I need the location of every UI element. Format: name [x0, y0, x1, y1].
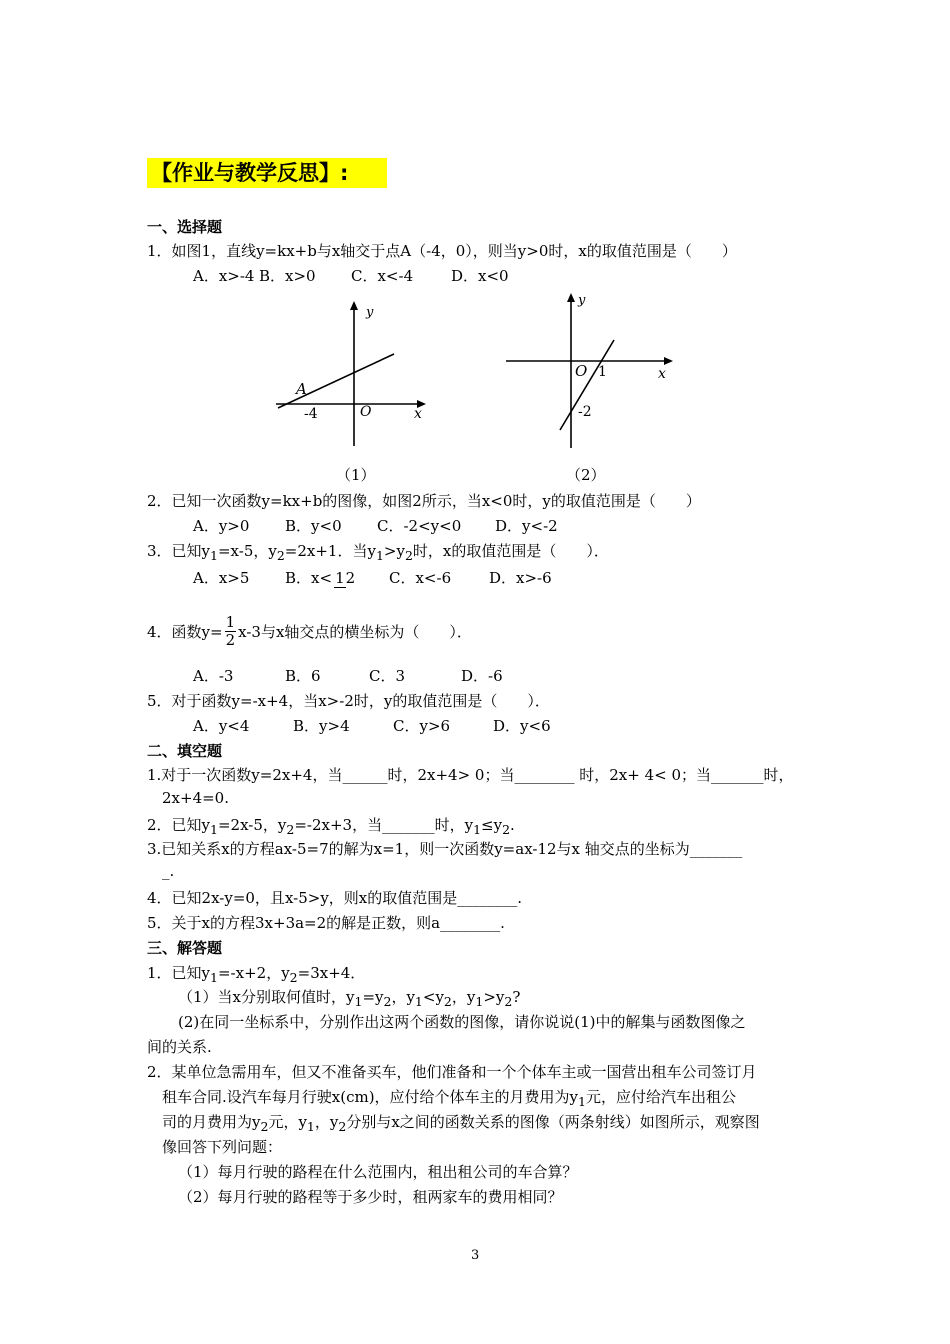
figure-1-x-label: x [414, 406, 422, 422]
fill-1-line-2: 2x+4=0. [162, 789, 229, 807]
q3-option-c: C．x<-6 [389, 569, 452, 587]
q2-option-b: B．y<0 [285, 517, 342, 535]
q1-option-b: B．x>0 [259, 267, 316, 285]
q4-option-d: D．-6 [461, 667, 503, 685]
answer-2-sub-1: （1）每月行驶的路程在什么范围内，租出租公司的车合算？ [178, 1163, 578, 1181]
q2-option-a: A．y>0 [193, 517, 250, 535]
q4-text: 4．函数y= $\frac{1}{2}$ x-3与x轴交点的横坐标为（ ）． [147, 613, 472, 649]
figure-1-caption: （1） [336, 466, 376, 484]
q5-option-d: D．y<6 [493, 717, 551, 735]
answer-2-sub-2: （2）每月行驶的路程等于多少时，租两家车的费用相同？ [178, 1188, 563, 1206]
q4-options [193, 665, 503, 686]
answer-2-line-4: 像回答下列问题： [162, 1138, 283, 1156]
fill-3-line-1: 3.已知关系x的方程ax-5=7的解为x=1，则一次函数y=ax-12与x 轴交点的坐标为_______ [147, 840, 743, 858]
figure-2-x-label: x [658, 366, 666, 382]
q2-options [193, 515, 558, 536]
fill-3-line-2: _. [162, 862, 175, 880]
q3-fraction-numerator: 1 [335, 569, 345, 587]
q4-option-a: A．-3 [193, 667, 234, 685]
answer-2-line-2: 租车合同.设汽车每月行驶x(cm)，应付给个体车主的月费用为$y_1$元，应付给汽车出租公 [162, 1088, 737, 1109]
figure-2-x-tick-label: 1 [598, 364, 607, 380]
figure-2-y-tick-label: -2 [578, 404, 592, 420]
figure-1-graph [268, 296, 434, 448]
section-answer-title: 三、解答题 [147, 939, 223, 957]
q5-option-c: C．y>6 [393, 717, 451, 735]
answer-1-sub-1: （1）当x分别取何值时，$y_1=y_2$，$y_1<y_2$，$y_1>y_2$? [178, 988, 521, 1009]
q3-option-a: A．x>5 [193, 569, 250, 587]
q1-option-c: C．x<-4 [351, 267, 414, 285]
q3-options [193, 567, 552, 607]
section-fill-title: 二、填空题 [147, 742, 223, 760]
page-number: 3 [471, 1248, 480, 1263]
answer-2-line-1: 2．某单位急需用车，但又不准备买车，他们准备和一个个体车主或一国营出租车公司签订月 [147, 1063, 757, 1081]
q4-option-c: C．3 [369, 667, 406, 685]
q5-options [193, 715, 551, 736]
section-choice-title: 一、选择题 [147, 218, 223, 236]
q2-option-d: D．y<-2 [495, 517, 558, 535]
figure-2-graph [500, 288, 680, 454]
figure-2-caption: （2） [566, 466, 606, 484]
figure-1-tick-label: -4 [304, 406, 318, 422]
q1-options [193, 265, 509, 286]
figure-1-origin-label: O [360, 404, 372, 420]
q4-fraction-denominator: 2 [225, 631, 236, 649]
figure-2-origin-label: O [575, 362, 588, 380]
q5-option-b: B．y>4 [293, 717, 350, 735]
fill-4-text: 4．已知2x-y=0，且x-5>y，则x的取值范围是________. [147, 889, 523, 907]
page-heading: 【作业与教学反思】: [147, 158, 387, 188]
q1-option-d: D．x<0 [451, 267, 509, 285]
answer-1-text: 1．已知$y_1=-x+2$，$y_2=3x+4$． [147, 964, 366, 985]
q4-option-b: B．6 [285, 667, 321, 685]
q5-text: 5．对于函数y=-x+4，当x>-2时，y的取值范围是（ ）． [147, 692, 550, 710]
q1-option-a: A．x>-4 [193, 267, 255, 285]
q1-text: 1．如图1，直线y=kx+b与x轴交于点A（-4，0），则当y>0时，x的取值范围是（ ） [147, 242, 737, 260]
q3-option-d: D．x>-6 [489, 569, 552, 587]
answer-2-line-3: 司的月费用为$y_2$元，$y_1$，$y_2$分别与x之间的函数关系的图像（两条射线）如图所示，观察图 [162, 1113, 760, 1134]
fill-5-text: 5．关于x的方程3x+3a=2的解是正数，则a________. [147, 914, 505, 932]
figure-1-y-label: y [366, 305, 374, 320]
fill-2-text: 2．已知$y_1=2x-5$，$y_2=-2x+3$，当_______时，$y_1\le y_2$. [147, 816, 515, 837]
figure-1-point-a-label: A [296, 380, 307, 398]
figure-2-y-label: y [578, 293, 586, 308]
q4-fraction-numerator: 1 [225, 613, 236, 631]
q3-text: 3．已知$y_1=x-5$，$y_2=2x+1$．当$y_1>y_2$时，x的取值范围是（ ）． [147, 542, 609, 563]
q3-option-b: B．x< 12 [285, 569, 356, 587]
answer-1-sub-2-line-1: (2)在同一坐标系中，分别作出这两个函数的图像，请你说说(1)中的解集与函数图像之 [178, 1013, 746, 1031]
q3-fraction-denominator: 2 [345, 569, 356, 587]
q2-option-c: C．-2<y<0 [377, 517, 462, 535]
q2-text: 2．已知一次函数y=kx+b的图像，如图2所示，当x<0时，y的取值范围是（ ） [147, 492, 701, 510]
answer-1-sub-2-line-2: 间的关系. [147, 1038, 212, 1056]
fill-1-line-1: 1.对于一次函数y=2x+4，当______时，2x+4> 0；当________ 时，2x+ 4< 0；当_______时， [147, 766, 794, 784]
q5-option-a: A．y<4 [193, 717, 250, 735]
